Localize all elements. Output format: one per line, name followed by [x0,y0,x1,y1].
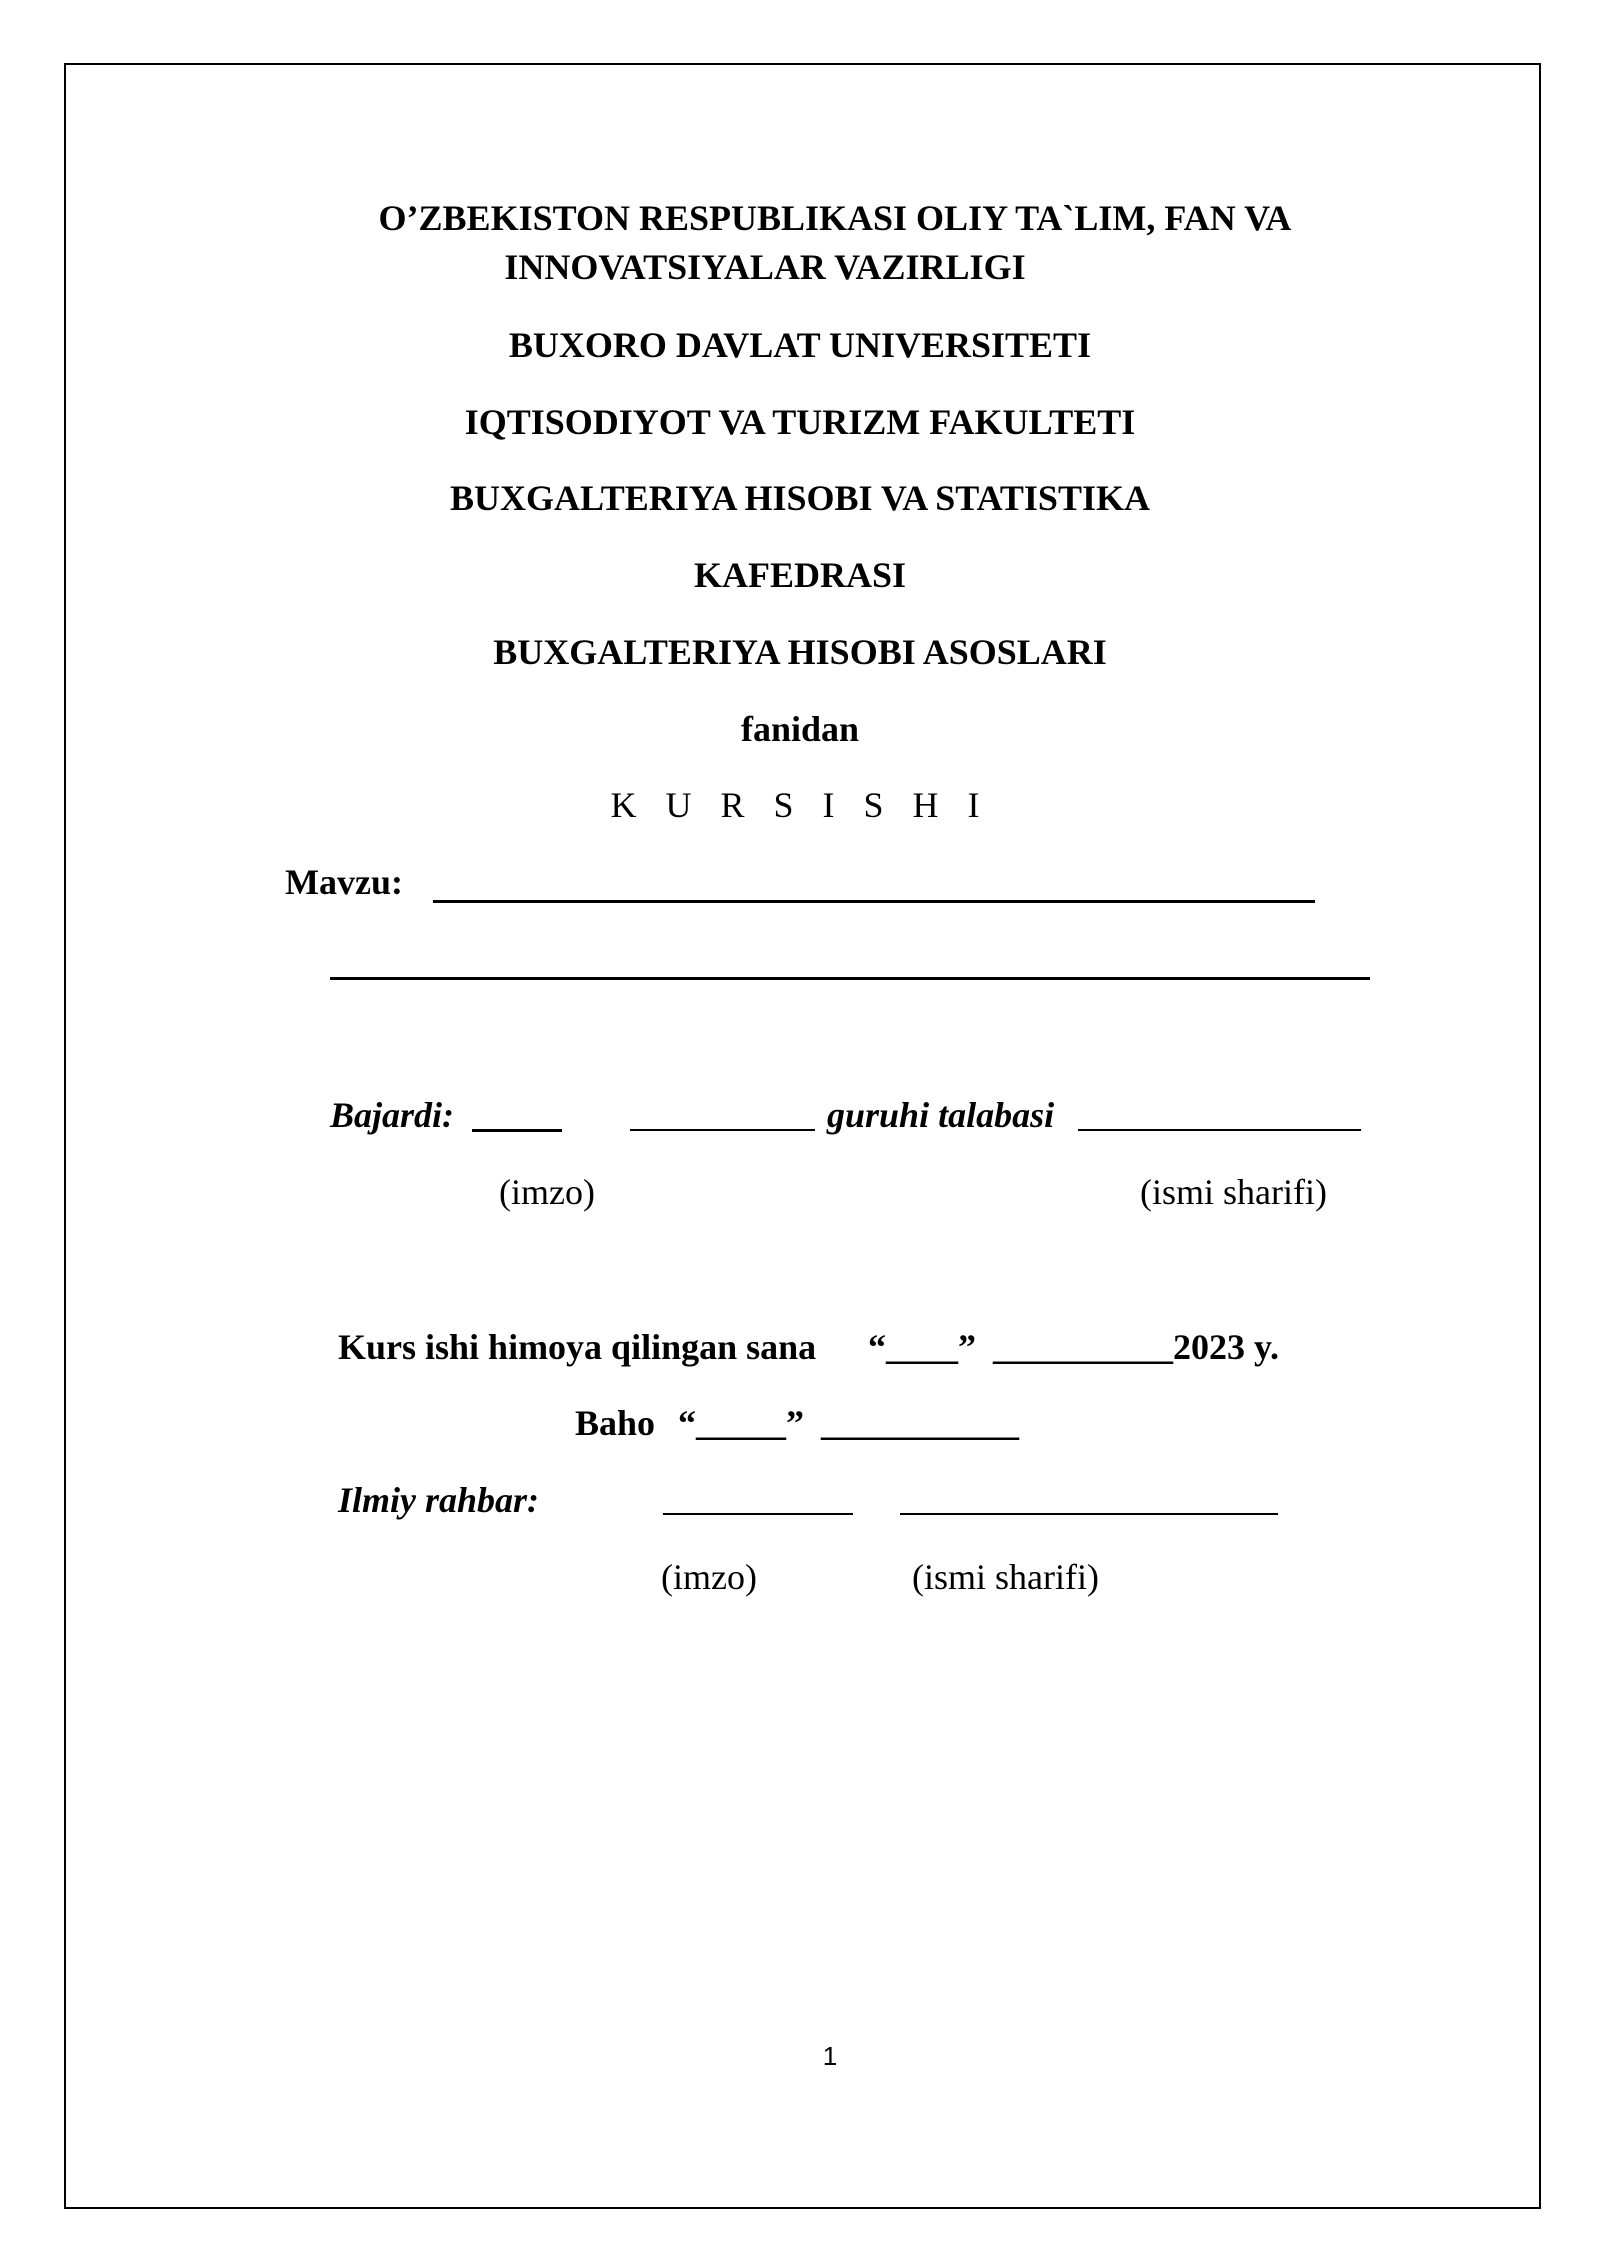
topic-line-2 [330,977,1370,980]
document-type: K U R S I S H I [610,785,990,825]
student-group-line [630,1129,815,1131]
grade-line: ___________ [821,1403,1019,1443]
grade-blank: “_____” [678,1403,804,1443]
defense-date-label: Kurs ishi himoya qilingan sana [338,1327,817,1367]
faculty-name: IQTISODIYOT VA TURIZM FAKULTETI [464,402,1136,442]
defense-date-blank: “____” [868,1327,976,1367]
course-name: BUXGALTERIYA HISOBI ASOSLARI [493,632,1107,672]
ministry-title-line-1: O’ZBEKISTON RESPUBLIKASI OLIY TA`LIM, FAN VA [378,198,1292,238]
student-signature-caption: (imzo) [499,1172,595,1212]
department-name-line-1: BUXGALTERIYA HISOBI VA STATISTIKA [450,478,1150,518]
department-name-line-2: KAFEDRASI [693,555,907,595]
student-name-line [1078,1129,1361,1131]
defense-year: __________2023 y. [993,1327,1280,1367]
student-signature-line [472,1129,562,1132]
group-text: guruhi talabasi [827,1095,1055,1135]
ministry-title-line-2: INNOVATSIYALAR VAZIRLIGI [504,247,1026,287]
student-name-caption: (ismi sharifi) [1140,1172,1327,1212]
student-label: Bajardi: [330,1095,455,1135]
topic-label: Mavzu: [285,862,403,902]
page-number: 1 [822,2041,838,2071]
course-suffix: fanidan [740,709,860,749]
supervisor-label: Ilmiy rahbar: [338,1480,540,1520]
supervisor-name-line [900,1513,1278,1515]
page-border [64,63,1541,2209]
university-name: BUXORO DAVLAT UNIVERSITETI [508,325,1092,365]
supervisor-signature-caption: (imzo) [661,1557,757,1597]
grade-label: Baho [575,1403,656,1443]
supervisor-name-caption: (ismi sharifi) [912,1557,1099,1597]
topic-line-1 [433,900,1315,903]
supervisor-signature-line [663,1513,853,1515]
